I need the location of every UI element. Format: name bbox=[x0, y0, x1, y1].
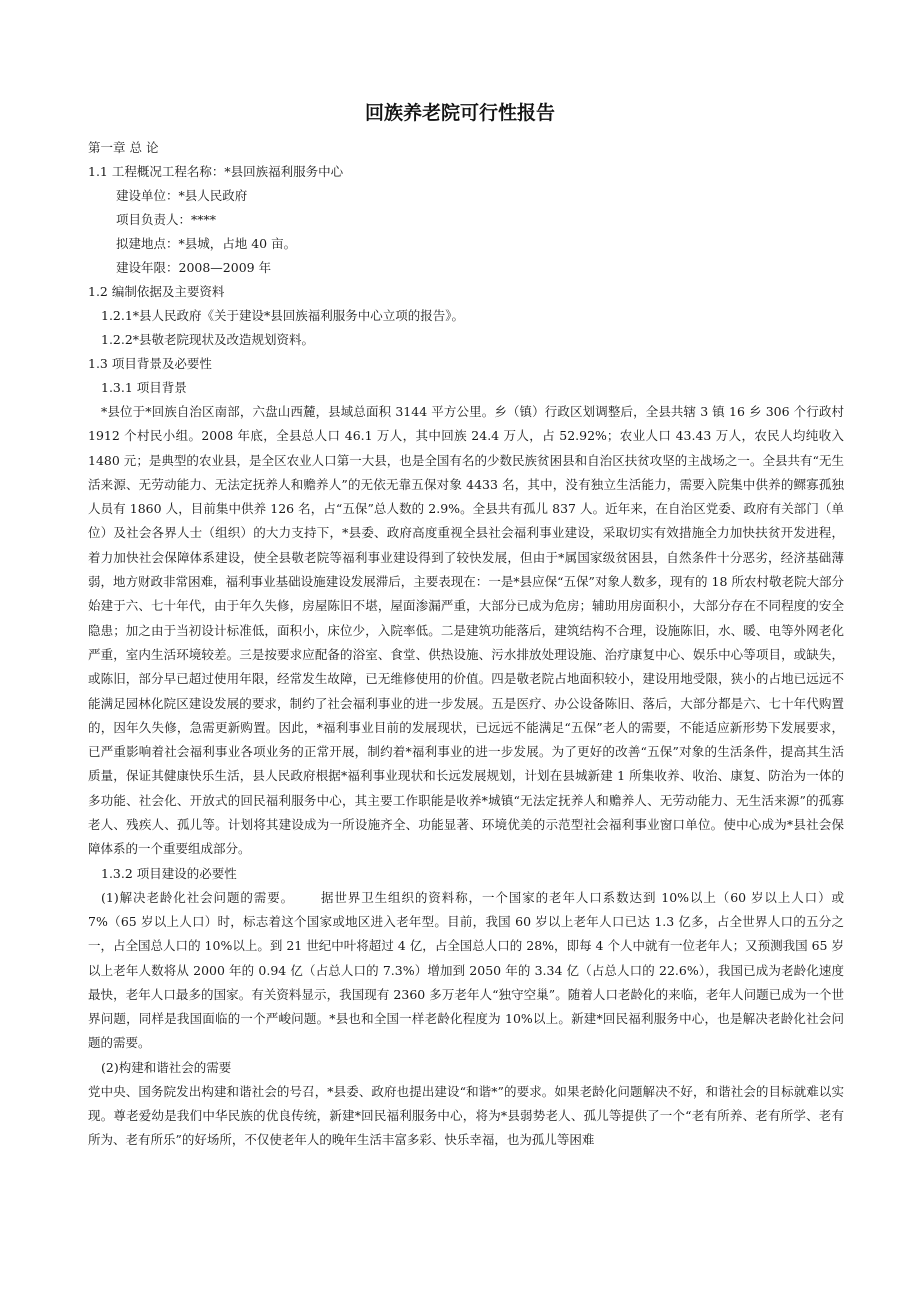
project-manager: 项目负责人：**** bbox=[116, 212, 217, 227]
construction-unit: 建设单位：*县人民政府 bbox=[116, 188, 248, 203]
section-1-3-heading: 1.3 项目背景及必要性 bbox=[88, 356, 212, 371]
section-1-2-heading: 1.2 编制依据及主要资料 bbox=[88, 284, 225, 299]
need-1-text: 据世界卫生组织的资料称，一个国家的老年人口系数达到 10%以上（60 岁以上人口）或 7%（65 岁以上人口）时，标志着这个国家或地区进入老年型。目前，我国 60 岁以上老年人口已达 1.3 亿多，占全世界人口的五分之一，占全国总人口的 10%以上。到 21 世纪中叶将超过 4 亿，占全国总人口的 28%，即每 4 个人中就有一位老年人；又预测我国 65 岁以上老年人数将从 2000 年的 0.94 亿（占总人口的 7.3%）增加到 2050 年的 3.34 亿（占总人口的 22.6%），我国已成为老龄化速度最快，老年人口最多的国家。有关资料显示，我国现有 2360 多万老年人“独守空巢”。随着人口老龄化的来临，老年人问题已成为一个世界问题，同样是我国面临的一个严峻问题。*县也和全国一样老龄化程度为 10%以上。新建*回民福利服务中心，也是解决老龄化社会问题的需要。 bbox=[88, 889, 844, 1051]
subsection-1-3-2-heading: 1.3.2 项目建设的必要性 bbox=[101, 865, 237, 881]
construction-period: 建设年限：2008—2009 年 bbox=[116, 260, 272, 275]
basis-item-2: 1.2.2*县敬老院现状及改造规划资料。 bbox=[101, 332, 315, 347]
subsection-1-3-1-heading: 1.3.1 项目背景 bbox=[101, 380, 187, 395]
project-site: 拟建地点：*县城，占地 40 亩。 bbox=[116, 236, 297, 251]
background-paragraph: *县位于*回族自治区南部，六盘山西麓，县域总面积 3144 平方公里。乡（镇）行政区划调整后，全县共辖 3 镇 16 乡 306 个行政村 1912 个村民小组。2008 年底，全县总人口 46.1 万人，其中回族 24.4 万人，占 52.92%；农业人口 43.43 万人，农民人均纯收入 1480 元；是典型的农业县，是全区农业人口第一大县，也是全国有名的少数民族贫困县和自治区扶贫攻坚的主战场之一。全县共有“无生活来源、无劳动能力、无法定抚养人和赡养人”的无依无靠五保对象 4433 名，其中，没有独立生活能力，需要入院集中供养的鳏寡孤独人员有 1860 人，目前集中供养 126 名，占“五保”总人数的 2.9%。全县共有孤儿 837 人。近年来，在自治区党委、政府有关部门（单位）及社会各界人士（组织）的大力支持下，*县委、政府高度重视全县社会福利事业建设，采取切实有效措施全力加快扶贫开发进程，着力加快社会保障体系建设，使全县敬老院等福利事业建设得到了较快发展，但由于*属国家级贫困县，自然条件十分恶劣，经济基础薄弱，地方财政非常困难，福利事业基础设施建设发展滞后，主要表现在：一是*县应保“五保”对象人数多，现有的 18 所农村敬老院大部分始建于六、七十年代，由于年久失修，房屋陈旧不堪，屋面渗漏严重，大部分已成为危房；辅助用房面积小，大部分存在不同程度的安全隐患；加之由于当初设计标准低，面积小，床位少，入院率低。二是建筑功能落后，建筑结构不合理，设施陈旧，水、暖、电等外网老化严重，室内生活环境较差。三是按要求应配备的浴室、食堂、供热设施、污水排放处理设施、治疗康复中心、娱乐中心等项目，或缺失，或陈旧，部分早已超过使用年限，经常发生故障，已无维修使用的价值。四是敬老院占地面积较小，建设用地受限，狭小的占地已远远不能满足园林化院区建设发展的要求，制约了社会福利事业的进一步发展。五是医疗、办公设备陈旧、落后，大部分都是六、七十年代购置的，因年久失修，急需更新购置。因此，*福利事业目前的发展现状，已远远不能满足“五保”老人的需要，不能适应新形势下发展要求，已严重影响着社会福利事业各项业务的正常开展，制约着*福利事业的进一步发展。为了更好的改善“五保”对象的生活条件，提高其生活质量，保证其健康快乐生活，县人民政府根据*福利事业现状和长远发展规划，计划在县城新建 1 所集收养、收治、康复、防治为一体的多功能、社会化、开放式的回民福利服务中心，其主要工作职能是收养*城镇“无法定抚养人和赡养人、无劳动能力、无生活来源”的孤寡老人、残疾人、孤儿等。计划将其建设成为一所设施齐全、功能显著、环境优美的示范型社会福利事业窗口单位。使中心成为*县社会保障体系的一个重要组成部分。 bbox=[88, 404, 844, 857]
need-2-label: (2)构建和谐社会的需要 bbox=[101, 1059, 232, 1075]
document-title: 回族养老院可行性报告 bbox=[364, 102, 555, 124]
need-1-label: (1)解决老龄化社会问题的需要。 bbox=[101, 889, 295, 905]
need-1-paragraph bbox=[88, 886, 844, 1056]
document-body bbox=[88, 136, 844, 1153]
need-2-paragraph: 党中央、国务院发出构建和谐社会的号召，*县委、政府也提出建设“和谐*”的要求。如果老龄化问题解决不好，和谐社会的目标就难以实现。尊老爱幼是我们中华民族的优良传统，新建*回民福利服务中心，将为*县弱势老人、孤儿等提供了一个“老有所养、老有所学、老有所为、老有所乐”的好场所，不仅使老年人的晚年生活丰富多彩、快乐幸福，也为孤儿等困难 bbox=[88, 1083, 844, 1148]
section-1-1-heading: 1.1 工程概况工程名称：*县回族福利服务中心 bbox=[88, 164, 344, 179]
chapter-heading: 第一章 总 论 bbox=[88, 140, 159, 155]
basis-item-1: 1.2.1*县人民政府《关于建设*县回族福利服务中心立项的报告》。 bbox=[101, 308, 465, 323]
